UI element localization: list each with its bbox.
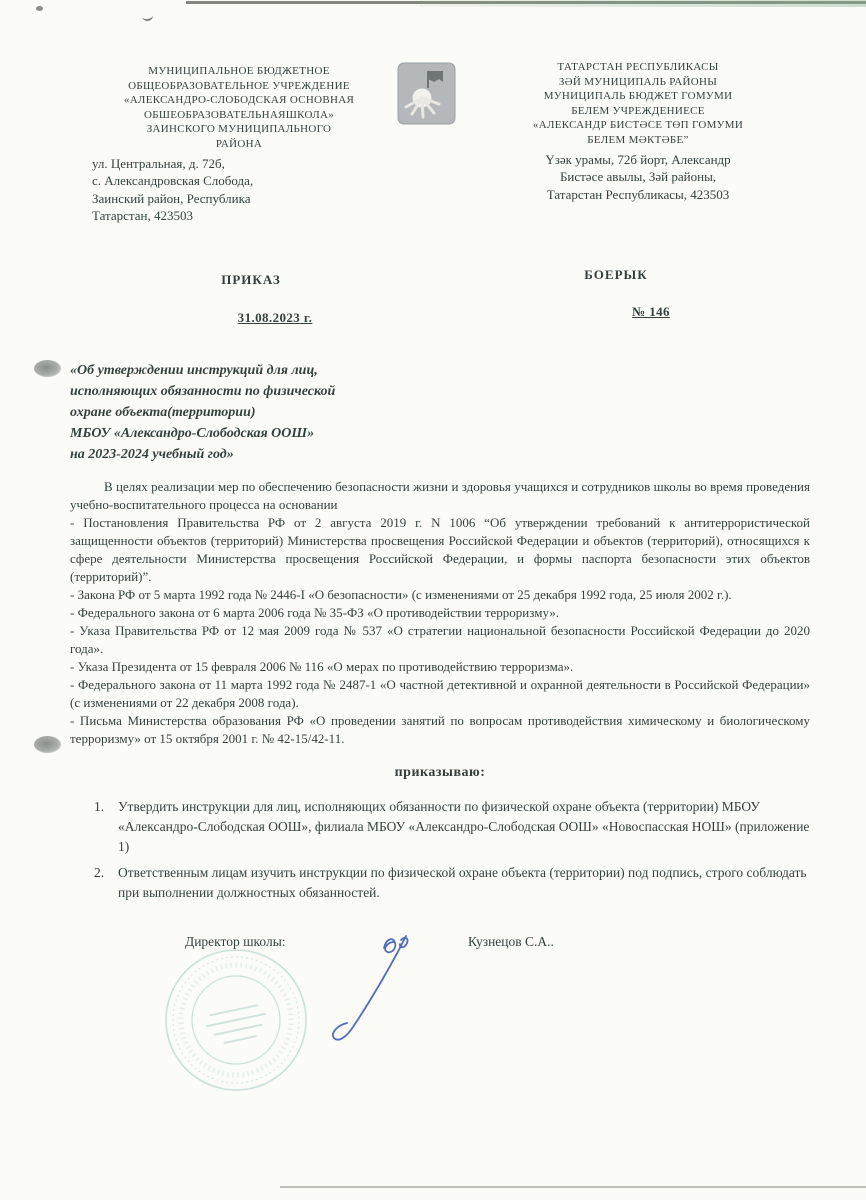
org-line: «АЛЕКСАНДР БИСТӘСЕ ТӨП ГОМУМИ	[532, 119, 744, 132]
org-line: ТАТАРСТАН РЕСПУБЛИКАСЫ	[557, 61, 719, 73]
order-caption-ru: ПРИКАЗ	[221, 272, 281, 287]
scan-speck	[36, 6, 43, 11]
org-line: ЗАИНСКОГО МУНИЦИПАЛЬНОГО	[146, 123, 332, 136]
address-line: Үзәк урамы, 72б йорт, Александр	[545, 151, 731, 167]
body-paragraph: - Письма Министерства образования РФ «О проведении занятий по вопросам противодействия химическому и биологическому терроризму» от 15 октября 2001 г. № 42-15/42-11.	[70, 713, 810, 746]
org-line: МУНИЦИПАЛЬ БЮДЖЕТ ГОМУМИ	[543, 90, 733, 103]
address-line: Заинский район, Республика	[92, 190, 251, 206]
resolution-word: приказываю:	[394, 765, 486, 780]
subject-line: охране объекта(территории)	[70, 405, 256, 420]
scan-green-smudge	[420, 0, 866, 7]
address-line: Бистәсе авылы, Зәй районы,	[559, 169, 717, 185]
subject-line: на 2023-2024 учебный год»	[70, 447, 234, 462]
subject-line: «Об утверждении инструкций для лиц,	[70, 363, 318, 378]
order-date: 31.08.2023 г.	[237, 310, 313, 325]
order-number: № 146	[632, 304, 670, 319]
address-line: с. Александровская Слобода,	[92, 173, 254, 189]
subject-line: исполняющих обязанности по физической	[70, 384, 336, 399]
org-line: ОБЩЕОБРАЗОВАТЕЛЬНОЕ УЧРЕЖДЕНИЕ	[128, 79, 350, 92]
org-address-russian	[88, 155, 390, 225]
list-item-text: Утвердить инструкции для лиц, исполняющих обязанности по физической охране объекта (территории) МБОУ «Александро-Слободская ООШ», филиала МБОУ «Александро-Слободская ООШ» «Новоспасская НОШ» (приложение 1)	[118, 799, 810, 854]
body-paragraph: - Постановления Правительства РФ от 2 августа 2019 г. N 1006 “Об утверждении требований к антитеррористической защищенности объектов (территорий) Министерства просвещения Российской Федерации и объектов (территорий), относящихся к сфере деятельности Министерства просвещения Российской Федерации, и формы паспорта безопасности этих объектов (территорий)”.	[70, 515, 810, 584]
school-emblem-icon	[397, 62, 456, 125]
body-paragraph: - Федерального закона от 11 марта 1992 года № 2487-1 «О частной детективной и охранной деятельности в Российской Федерации» (с изменениями от 22 декабря 2008 года).	[70, 677, 810, 710]
body-paragraph: - Указа Президента от 15 февраля 2006 № 116 «О мерах по противодействию терроризма».	[70, 659, 574, 674]
handwritten-signature-icon	[298, 922, 473, 1062]
list-item	[94, 863, 810, 903]
org-line: БЕЛЕМ МӘКТӘБЕ”	[587, 133, 689, 146]
org-line: МУНИЦИПАЛЬНОЕ БЮДЖЕТНОЕ	[148, 65, 330, 77]
body-paragraph: - Указа Правительства РФ от 12 мая 2009 года № 537 «О стратегии национальной безопасности Российской Федерации до 2020 года».	[70, 623, 810, 656]
org-line: БЕЛЕМ УЧРЕЖДЕНИЕСЕ	[571, 104, 705, 117]
org-address-tatar	[462, 151, 814, 204]
scan-pen-mark	[141, 10, 153, 21]
subject-line: МБОУ «Александро-Слободская ООШ»	[70, 426, 315, 441]
order-subject	[70, 360, 430, 465]
org-line: «АЛЕКСАНДРО-СЛОБОДСКАЯ ОСНОВНАЯ	[123, 94, 355, 107]
address-line: Татарстан, 423503	[92, 208, 193, 224]
hole-punch-mark	[34, 736, 61, 753]
body-paragraph: - Закона РФ от 5 марта 1992 года № 2446-I «О безопасности» (с изменениями от 25 декабря 1992 года, 25 июля 2002 г.).	[70, 587, 732, 602]
list-item-text: Ответственным лицам изучить инструкции по физической охране объекта (территории) под подпись, строго соблюдать при выполнении должностных обязанностей.	[118, 865, 807, 900]
org-block-russian	[88, 64, 390, 225]
org-block-tatar	[462, 60, 814, 203]
list-item-number: 2.	[94, 865, 105, 880]
order-items-list	[70, 797, 810, 903]
org-line: РАЙОНА	[215, 137, 263, 150]
order-caption-tat: БОЕРЫК	[584, 267, 648, 282]
list-item	[94, 797, 810, 857]
order-body	[70, 478, 810, 973]
body-paragraph: - Федерального закона от 6 марта 2006 года № 35-ФЗ «О противодействии терроризму».	[70, 605, 560, 620]
hole-punch-mark	[34, 360, 61, 377]
list-item-number: 1.	[94, 799, 105, 814]
body-paragraph: В целях реализации мер по обеспечению безопасности жизни и здоровья учащихся и сотрудников школы во время проведения учебно-воспитательного процесса на основании	[70, 479, 810, 512]
org-line: ОБШЕОБРАЗОВАТЕЛЬНАЯШКОЛА»	[143, 108, 335, 121]
org-line: ЗӘЙ МУНИЦИПАЛЬ РАЙОНЫ	[558, 75, 718, 88]
address-line: Татарстан Республикасы, 423503	[546, 186, 730, 202]
scan-bottom-line	[280, 1186, 866, 1188]
signer-role: Директор школы:	[185, 934, 286, 949]
address-line: ул. Центральная, д. 72б,	[92, 155, 225, 171]
signer-name: Кузнецов С.А..	[468, 934, 554, 949]
